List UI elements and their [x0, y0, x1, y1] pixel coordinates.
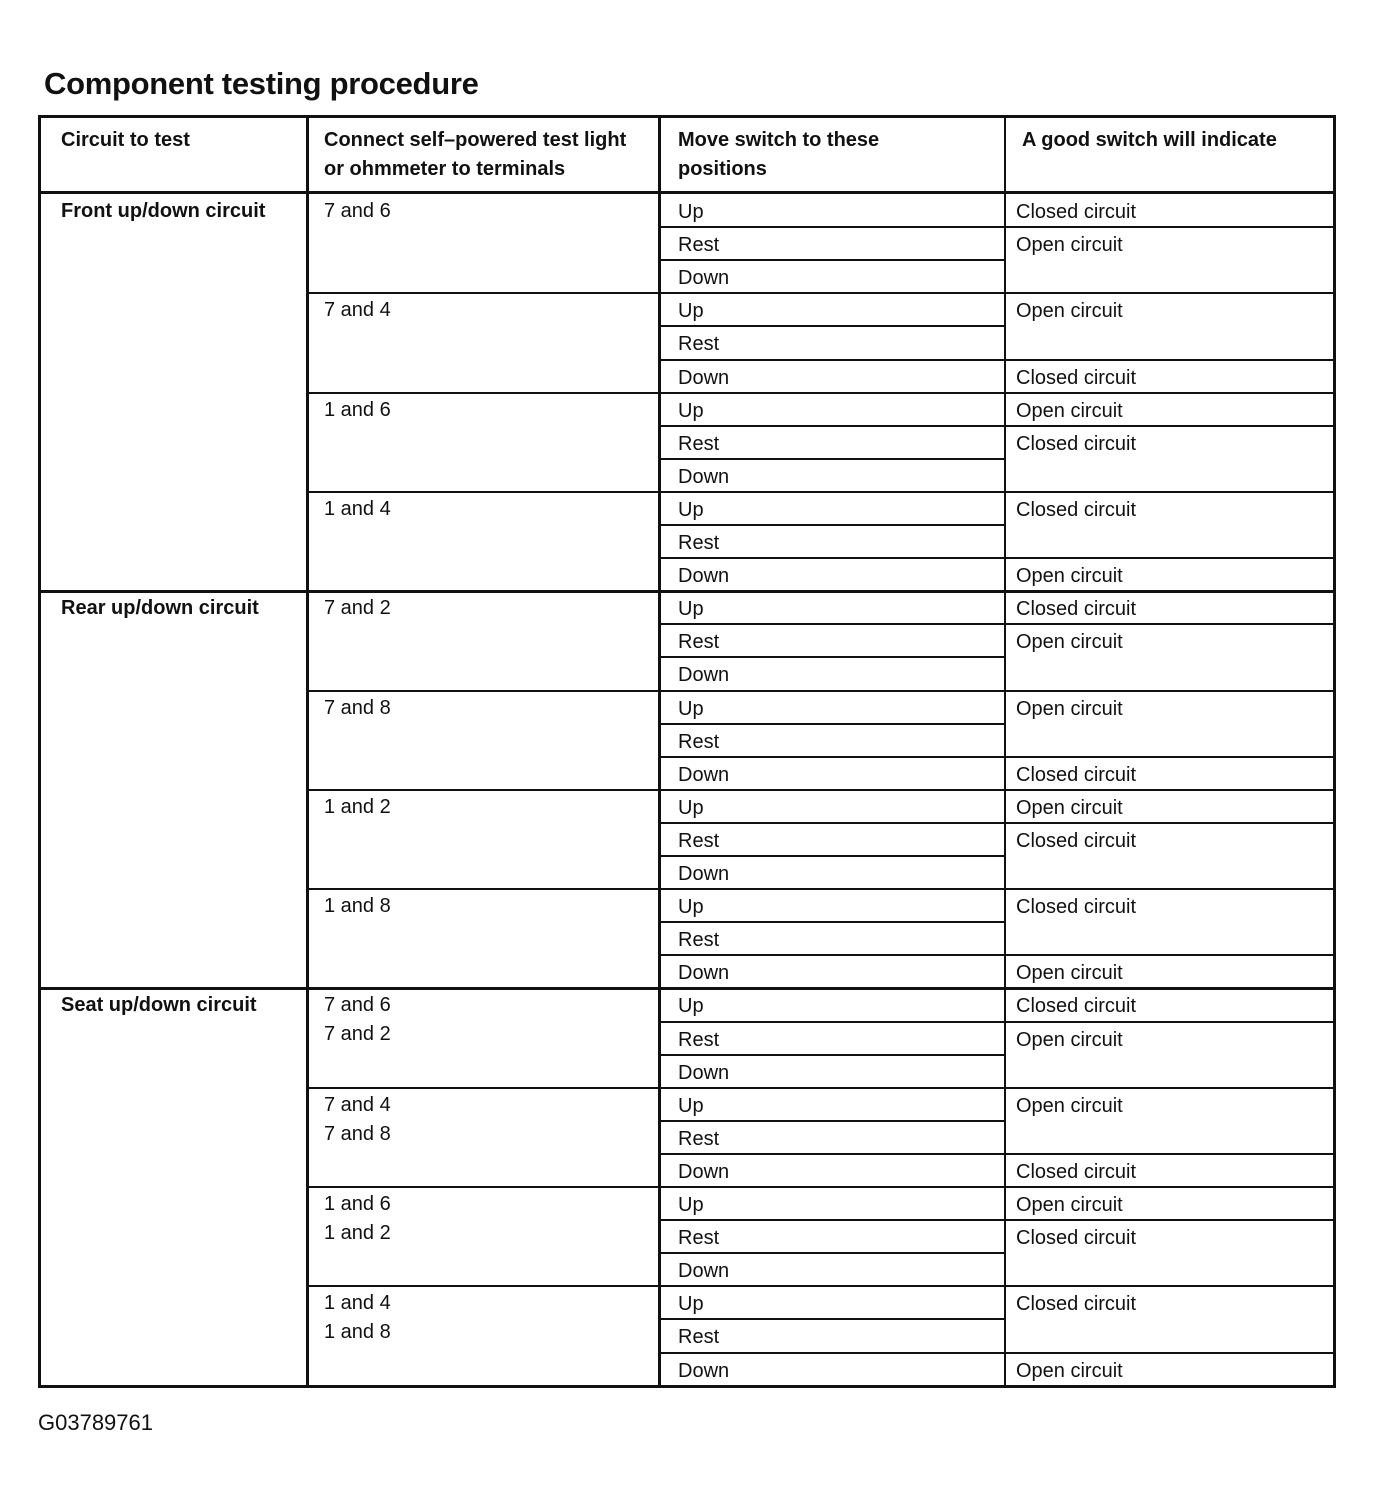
position-divider	[658, 822, 1005, 824]
indication-result: Open circuit	[1016, 1194, 1123, 1216]
group-divider	[306, 1087, 1333, 1089]
indication-result: Open circuit	[1016, 697, 1123, 720]
indication-divider	[1004, 226, 1333, 228]
indication-result: Closed circuit	[1016, 598, 1137, 621]
indication-result: Closed circuit	[1016, 995, 1137, 1018]
terminals-label: 1 and 2	[324, 795, 391, 818]
position-label-up: Up	[678, 1194, 704, 1216]
group-divider	[306, 690, 1333, 692]
group-divider	[306, 292, 1333, 294]
header-positions-line2: positions	[678, 158, 767, 180]
position-label-rest: Rest	[678, 234, 720, 257]
position-label-down: Down	[678, 1061, 730, 1084]
indication-divider	[1004, 1153, 1333, 1155]
position-label-down: Down	[678, 1260, 730, 1283]
indication-result: Closed circuit	[1016, 896, 1137, 919]
position-divider	[658, 359, 1005, 361]
indication-divider	[1004, 557, 1333, 559]
indication-divider	[1004, 623, 1333, 625]
position-label-up: Up	[678, 300, 704, 323]
circuit-divider	[41, 590, 1333, 593]
indication-result: Open circuit	[1016, 300, 1123, 323]
position-divider	[658, 1352, 1005, 1354]
indication-result: Open circuit	[1016, 1359, 1123, 1382]
page-title: Component testing procedure	[44, 66, 479, 101]
terminals-label: 7 and 4	[324, 1093, 391, 1116]
position-label-rest: Rest	[678, 1227, 720, 1250]
circuit-name: Front up/down circuit	[61, 200, 266, 222]
terminals-label: 1 and 2	[324, 1222, 391, 1244]
position-divider	[658, 325, 1005, 327]
position-label-rest: Rest	[678, 532, 720, 554]
position-divider	[658, 1252, 1005, 1254]
position-divider	[658, 557, 1005, 559]
indication-result: Open circuit	[1016, 962, 1123, 985]
header-circuit: Circuit to test	[61, 129, 190, 151]
position-label-down: Down	[678, 664, 730, 687]
circuit-name: Seat up/down circuit	[61, 994, 257, 1017]
position-label-rest: Rest	[678, 1326, 720, 1349]
position-divider	[658, 1054, 1005, 1056]
position-label-down: Down	[678, 465, 730, 488]
position-divider	[658, 1153, 1005, 1155]
position-divider	[658, 458, 1005, 460]
terminals-label: 1 and 8	[324, 1321, 391, 1344]
position-label-up: Up	[678, 796, 704, 819]
indication-result: Open circuit	[1016, 1094, 1123, 1117]
indication-divider	[1004, 1219, 1333, 1221]
position-label-up: Up	[678, 598, 704, 621]
position-label-down: Down	[678, 565, 730, 588]
terminals-label: 1 and 4	[324, 497, 391, 520]
position-divider	[658, 226, 1005, 228]
indication-divider	[1004, 1352, 1333, 1354]
group-divider	[306, 491, 1333, 493]
group-divider	[306, 888, 1333, 890]
position-divider	[658, 855, 1005, 857]
indication-result: Open circuit	[1016, 631, 1123, 654]
terminals-label: 1 and 4	[324, 1292, 391, 1315]
position-divider	[658, 623, 1005, 625]
column-divider	[306, 118, 309, 1388]
position-label-down: Down	[678, 1359, 730, 1382]
position-label-up: Up	[678, 498, 704, 521]
indication-divider	[1004, 359, 1333, 361]
terminals-label: 7 and 8	[324, 1122, 391, 1145]
header-indication: A good switch will indicate	[1022, 129, 1277, 151]
position-label-down: Down	[678, 366, 730, 389]
position-label-rest: Rest	[678, 631, 720, 654]
indication-result: Closed circuit	[1016, 1227, 1137, 1250]
position-label-rest: Rest	[678, 929, 720, 952]
position-divider	[658, 723, 1005, 725]
indication-divider	[1004, 425, 1333, 427]
terminals-label: 7 and 4	[324, 299, 391, 322]
position-divider	[658, 1219, 1005, 1221]
position-label-down: Down	[678, 1160, 730, 1183]
position-label-rest: Rest	[678, 730, 720, 753]
terminals-label: 1 and 6	[324, 398, 391, 421]
indication-result: Open circuit	[1016, 399, 1123, 422]
circuit-name: Rear up/down circuit	[61, 597, 259, 620]
position-label-down: Down	[678, 267, 730, 290]
position-label-up: Up	[678, 995, 704, 1018]
terminals-label: 7 and 2	[324, 597, 391, 620]
indication-result: Closed circuit	[1016, 366, 1137, 389]
position-label-down: Down	[678, 763, 730, 786]
terminals-label: 1 and 6	[324, 1193, 391, 1215]
group-divider	[306, 1186, 1333, 1188]
position-divider	[658, 524, 1005, 526]
indication-result: Open circuit	[1016, 234, 1123, 257]
position-label-up: Up	[678, 1293, 704, 1316]
position-label-up: Up	[678, 399, 704, 422]
group-divider	[306, 1285, 1333, 1287]
terminals-label: 7 and 2	[324, 1023, 391, 1046]
indication-result: Closed circuit	[1016, 1160, 1137, 1183]
terminals-label: 7 and 6	[324, 200, 391, 222]
indication-result: Closed circuit	[1016, 1293, 1137, 1316]
position-label-up: Up	[678, 697, 704, 720]
position-divider	[658, 1318, 1005, 1320]
position-label-down: Down	[678, 863, 730, 885]
position-label-rest: Rest	[678, 1028, 720, 1051]
column-divider	[1004, 118, 1006, 1388]
position-label-up: Up	[678, 1094, 704, 1117]
position-divider	[658, 954, 1005, 956]
column-divider	[658, 118, 661, 1388]
group-divider	[306, 392, 1333, 394]
component-test-table	[38, 115, 1336, 1388]
position-label-up: Up	[678, 896, 704, 919]
position-label-rest: Rest	[678, 829, 720, 852]
indication-result: Closed circuit	[1016, 763, 1137, 786]
position-divider	[658, 425, 1005, 427]
indication-result: Open circuit	[1016, 796, 1123, 819]
position-label-rest: Rest	[678, 432, 720, 455]
header-positions-line1: Move switch to these	[678, 129, 880, 151]
position-divider	[658, 1120, 1005, 1122]
terminals-label: 7 and 6	[324, 994, 391, 1017]
position-label-up: Up	[678, 201, 704, 223]
terminals-label: 1 and 8	[324, 895, 391, 918]
indication-result: Open circuit	[1016, 565, 1123, 588]
indication-divider	[1004, 1021, 1333, 1023]
indication-result: Closed circuit	[1016, 829, 1137, 852]
circuit-divider	[41, 987, 1333, 990]
position-label-rest: Rest	[678, 333, 720, 356]
position-divider	[658, 1021, 1005, 1023]
header-terminals-line2: or ohmmeter to terminals	[324, 158, 566, 180]
indication-divider	[1004, 756, 1333, 758]
terminals-label: 7 and 8	[324, 696, 391, 719]
figure-id: G03789761	[38, 1410, 153, 1435]
group-divider	[306, 789, 1333, 791]
indication-divider	[1004, 822, 1333, 824]
indication-result: Closed circuit	[1016, 432, 1137, 455]
indication-divider	[1004, 954, 1333, 956]
indication-result: Closed circuit	[1016, 498, 1137, 521]
header-terminals-line1: Connect self–powered test light	[324, 129, 627, 151]
indication-result: Open circuit	[1016, 1028, 1123, 1051]
position-divider	[658, 921, 1005, 923]
position-divider	[658, 756, 1005, 758]
position-label-down: Down	[678, 962, 730, 985]
position-label-rest: Rest	[678, 1127, 720, 1150]
position-divider	[658, 656, 1005, 658]
indication-result: Closed circuit	[1016, 201, 1137, 223]
header-divider	[41, 191, 1333, 194]
position-divider	[658, 259, 1005, 261]
